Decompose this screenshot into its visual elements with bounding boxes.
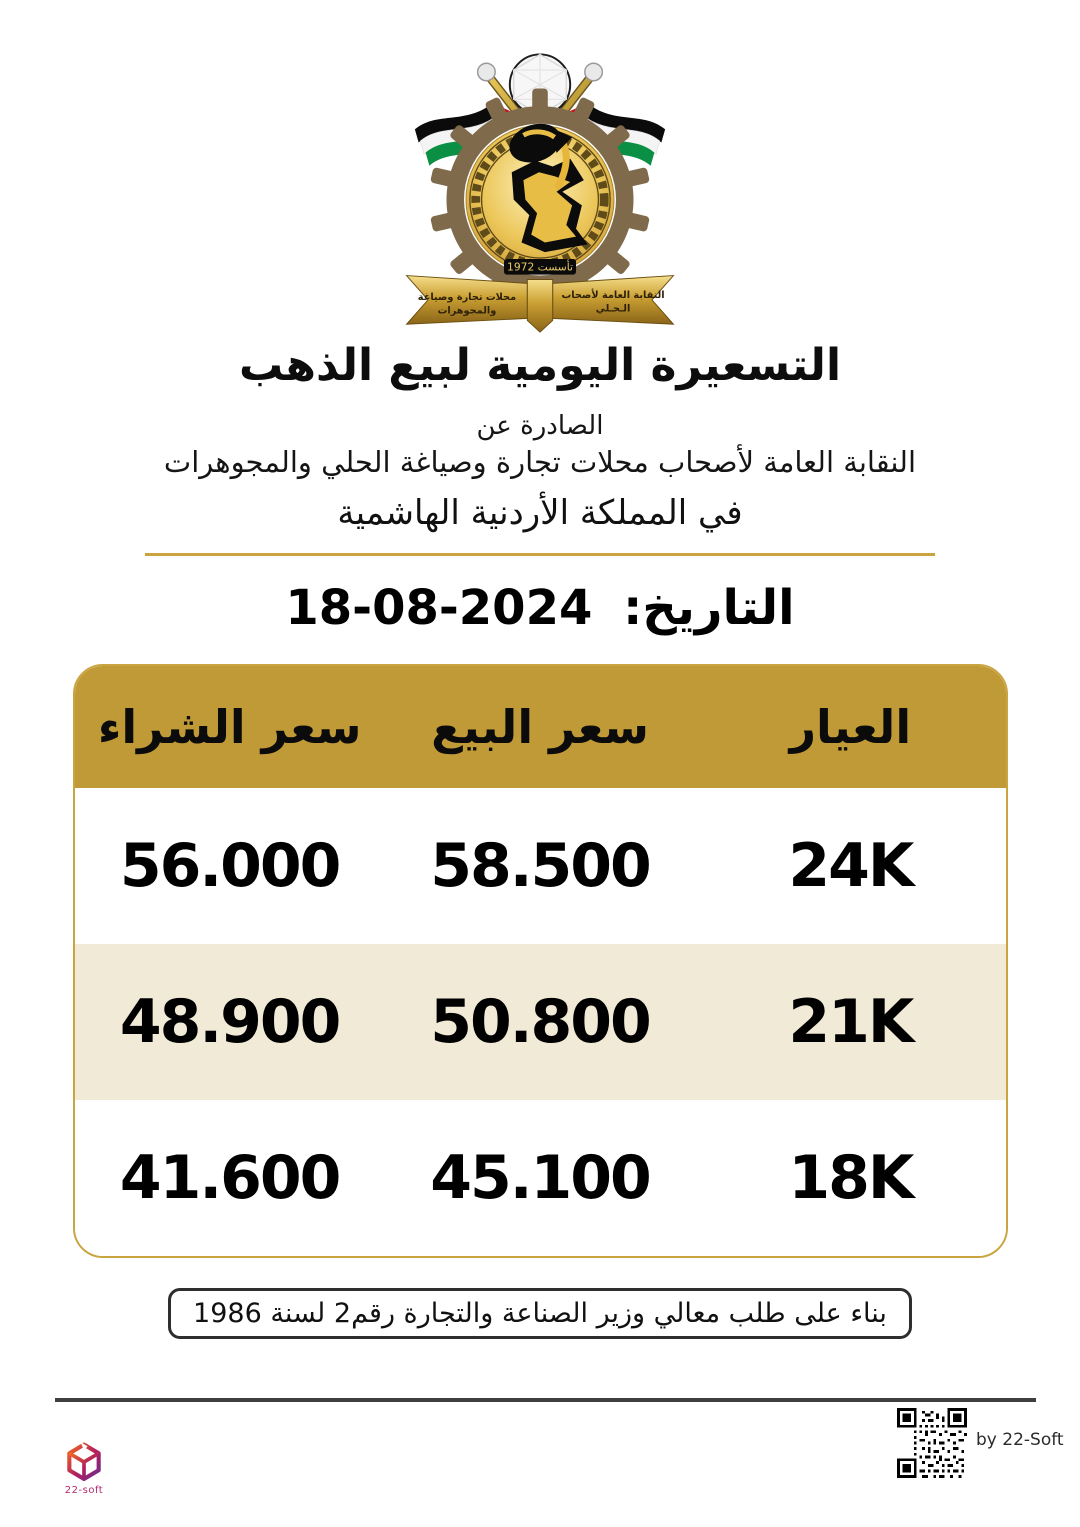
- date-value: 18-08-2024: [285, 579, 593, 636]
- syndicate-logo: [385, 34, 695, 334]
- sell-price-value: 50.800: [430, 986, 650, 1057]
- ribbon-banner: [407, 276, 674, 332]
- ribbon-left-text-2: والمجوهرات: [437, 305, 497, 317]
- buy-price-value: 48.900: [119, 986, 340, 1057]
- syndicate-name-line: النقابة العامة لأصحاب محلات تجارة وصياغة الحلي والمجوهرات: [163, 444, 917, 479]
- karat-value: 18K: [788, 1142, 913, 1213]
- credit-text: by 22-Soft: [976, 1430, 1064, 1450]
- ribbon-right-text-1: النقابة العامة لأصحاب: [561, 289, 665, 301]
- brand-block: [54, 1440, 114, 1496]
- column-header-sell-price: سعر البيع: [431, 699, 649, 754]
- date-line: [0, 580, 1080, 636]
- qr-code: [897, 1408, 967, 1482]
- date-label: التاريخ:: [623, 579, 795, 636]
- ministry-note: بناء على طلب معالي وزير الصناعة والتجارة رقم2 لسنة 1986: [168, 1288, 912, 1339]
- table-header-row: [75, 666, 1006, 788]
- column-header-buy-price: سعر الشراء: [97, 699, 362, 754]
- karat-value: 24K: [788, 830, 913, 901]
- table-row-18k: [75, 1100, 1006, 1256]
- buy-price-value: 41.600: [119, 1142, 340, 1213]
- page-title: التسعيرة اليومية لبيع الذهب: [238, 340, 842, 391]
- issued-by-line: الصادرة عن: [476, 410, 604, 441]
- bottom-divider: [55, 1398, 1036, 1402]
- logo-container: [0, 0, 1080, 334]
- ribbon-left-text-1: محلات تجارة وصياغة: [417, 291, 517, 303]
- table-row-24k: [75, 788, 1006, 944]
- buy-price-value: 56.000: [119, 830, 340, 901]
- 22soft-cube-icon: [61, 1440, 107, 1484]
- column-header-karat: العيار: [789, 699, 912, 754]
- gold-divider: [145, 553, 935, 556]
- brand-label: 22-soft: [64, 1485, 104, 1496]
- karat-value: 21K: [788, 986, 913, 1057]
- gold-price-table: [73, 664, 1008, 1258]
- sell-price-value: 58.500: [430, 830, 650, 901]
- ribbon-right-text-2: الـحـلي: [595, 303, 631, 315]
- table-row-21k: [75, 944, 1006, 1100]
- sell-price-value: 45.100: [430, 1142, 650, 1213]
- founded-label: تأسست 1972: [507, 260, 573, 274]
- country-line: في المملكة الأردنية الهاشمية: [337, 492, 743, 533]
- note-container: [0, 1288, 1080, 1339]
